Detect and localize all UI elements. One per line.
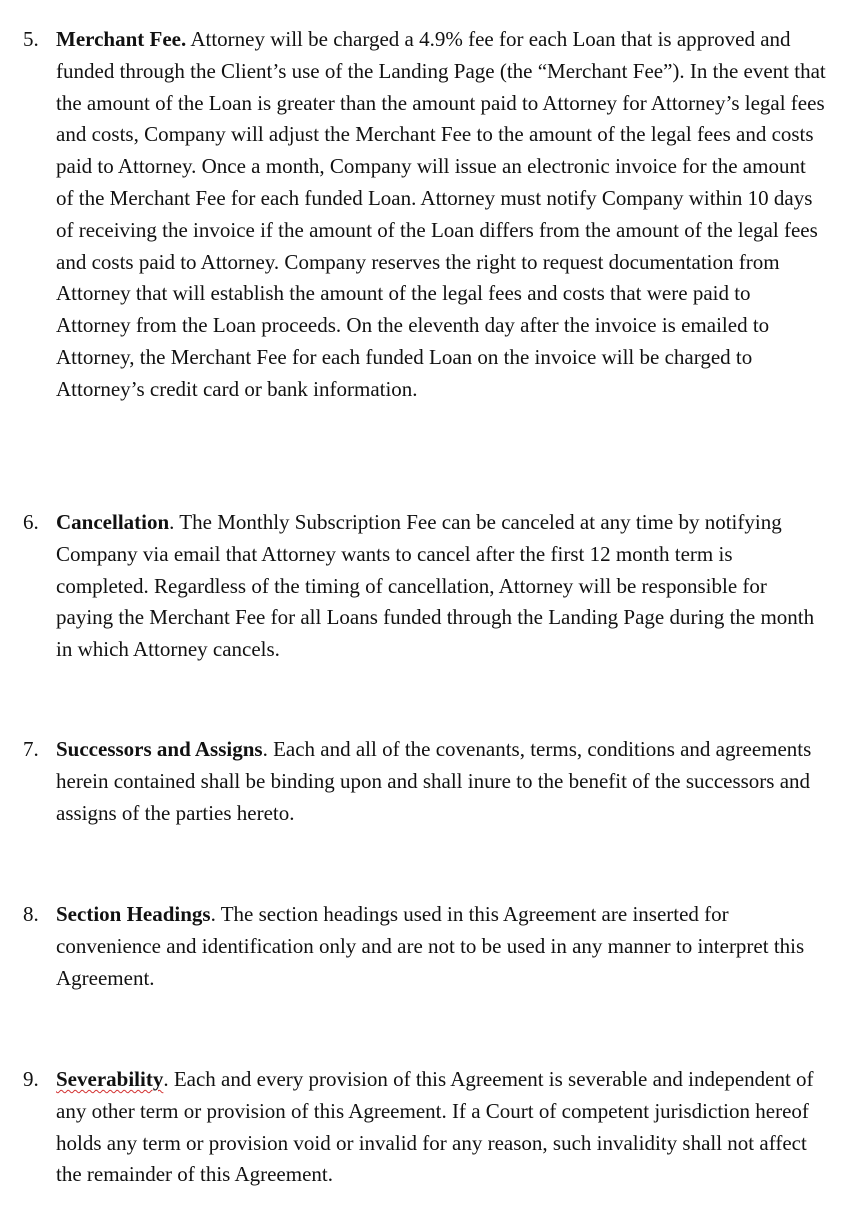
section-heading: Merchant Fee.: [56, 27, 187, 51]
section-paragraph: [56, 1064, 826, 1191]
section-body: . Each and all of the covenants, terms, conditions and agreements herein contained shall be binding upon and shall inure to the benefit of the successors and assigns of the parties hereto.: [56, 737, 812, 825]
section-number: 8.: [23, 902, 39, 926]
section-number: 9.: [23, 1067, 39, 1091]
section-paragraph: [56, 507, 826, 666]
section-paragraph: [56, 734, 826, 829]
section-paragraph: [56, 24, 826, 406]
section-body: . The Monthly Subscription Fee can be canceled at any time by notifying Company via email that Attorney wants to cancel after the first 12 month term is completed. Regardless of the timing of cancellation, Attorney will be responsible for paying the Merchant Fee for all Loans funded through the Landing Page during the month in which Attorney cancels.: [56, 510, 815, 662]
section-paragraph: [56, 899, 826, 994]
section-number: 6.: [23, 510, 39, 534]
section-heading-spellcheck-flagged: Severability: [56, 1067, 164, 1091]
section-heading: Successors and Assigns: [56, 737, 263, 761]
section-heading: Cancellation: [56, 510, 170, 534]
section-heading: Section Headings: [56, 902, 211, 926]
section-body: . Each and every provision of this Agreement is severable and independent of any other term or provision of this Agreement. If a Court of competent jurisdiction hereof holds any term or provision void or invalid for any reason, such invalidity shall not affect the remainder of this Agreement.: [56, 1067, 814, 1187]
section-body: Attorney will be charged a 4.9% fee for each Loan that is approved and funded through the Client’s use of the Landing Page (the “Merchant Fee”). In the event that the amount of the Loan is greater than the amount paid to Attorney for Attorney’s legal fees and costs, Company will adjust the Merchant Fee to the amount of the legal fees and costs paid to Attorney. Once a month, Company will issue an electronic invoice for the amount of the Merchant Fee for each funded Loan. Attorney must notify Company within 10 days of receiving the invoice if the amount of the Loan differs from the amount of the legal fees and costs paid to Attorney. Company reserves the right to request documentation from Attorney that will establish the amount of the legal fees and costs that were paid to Attorney from the Loan proceeds. On the eleventh day after the invoice is emailed to Attorney, the Merchant Fee for each funded Loan on the invoice will be charged to Attorney’s credit card or bank information.: [56, 27, 826, 401]
section-number: 7.: [23, 737, 39, 761]
section-body: . The section headings used in this Agreement are inserted for convenience and identification only and are not to be used in any manner to interpret this Agreement.: [56, 902, 805, 990]
section-number: 5.: [23, 27, 39, 51]
